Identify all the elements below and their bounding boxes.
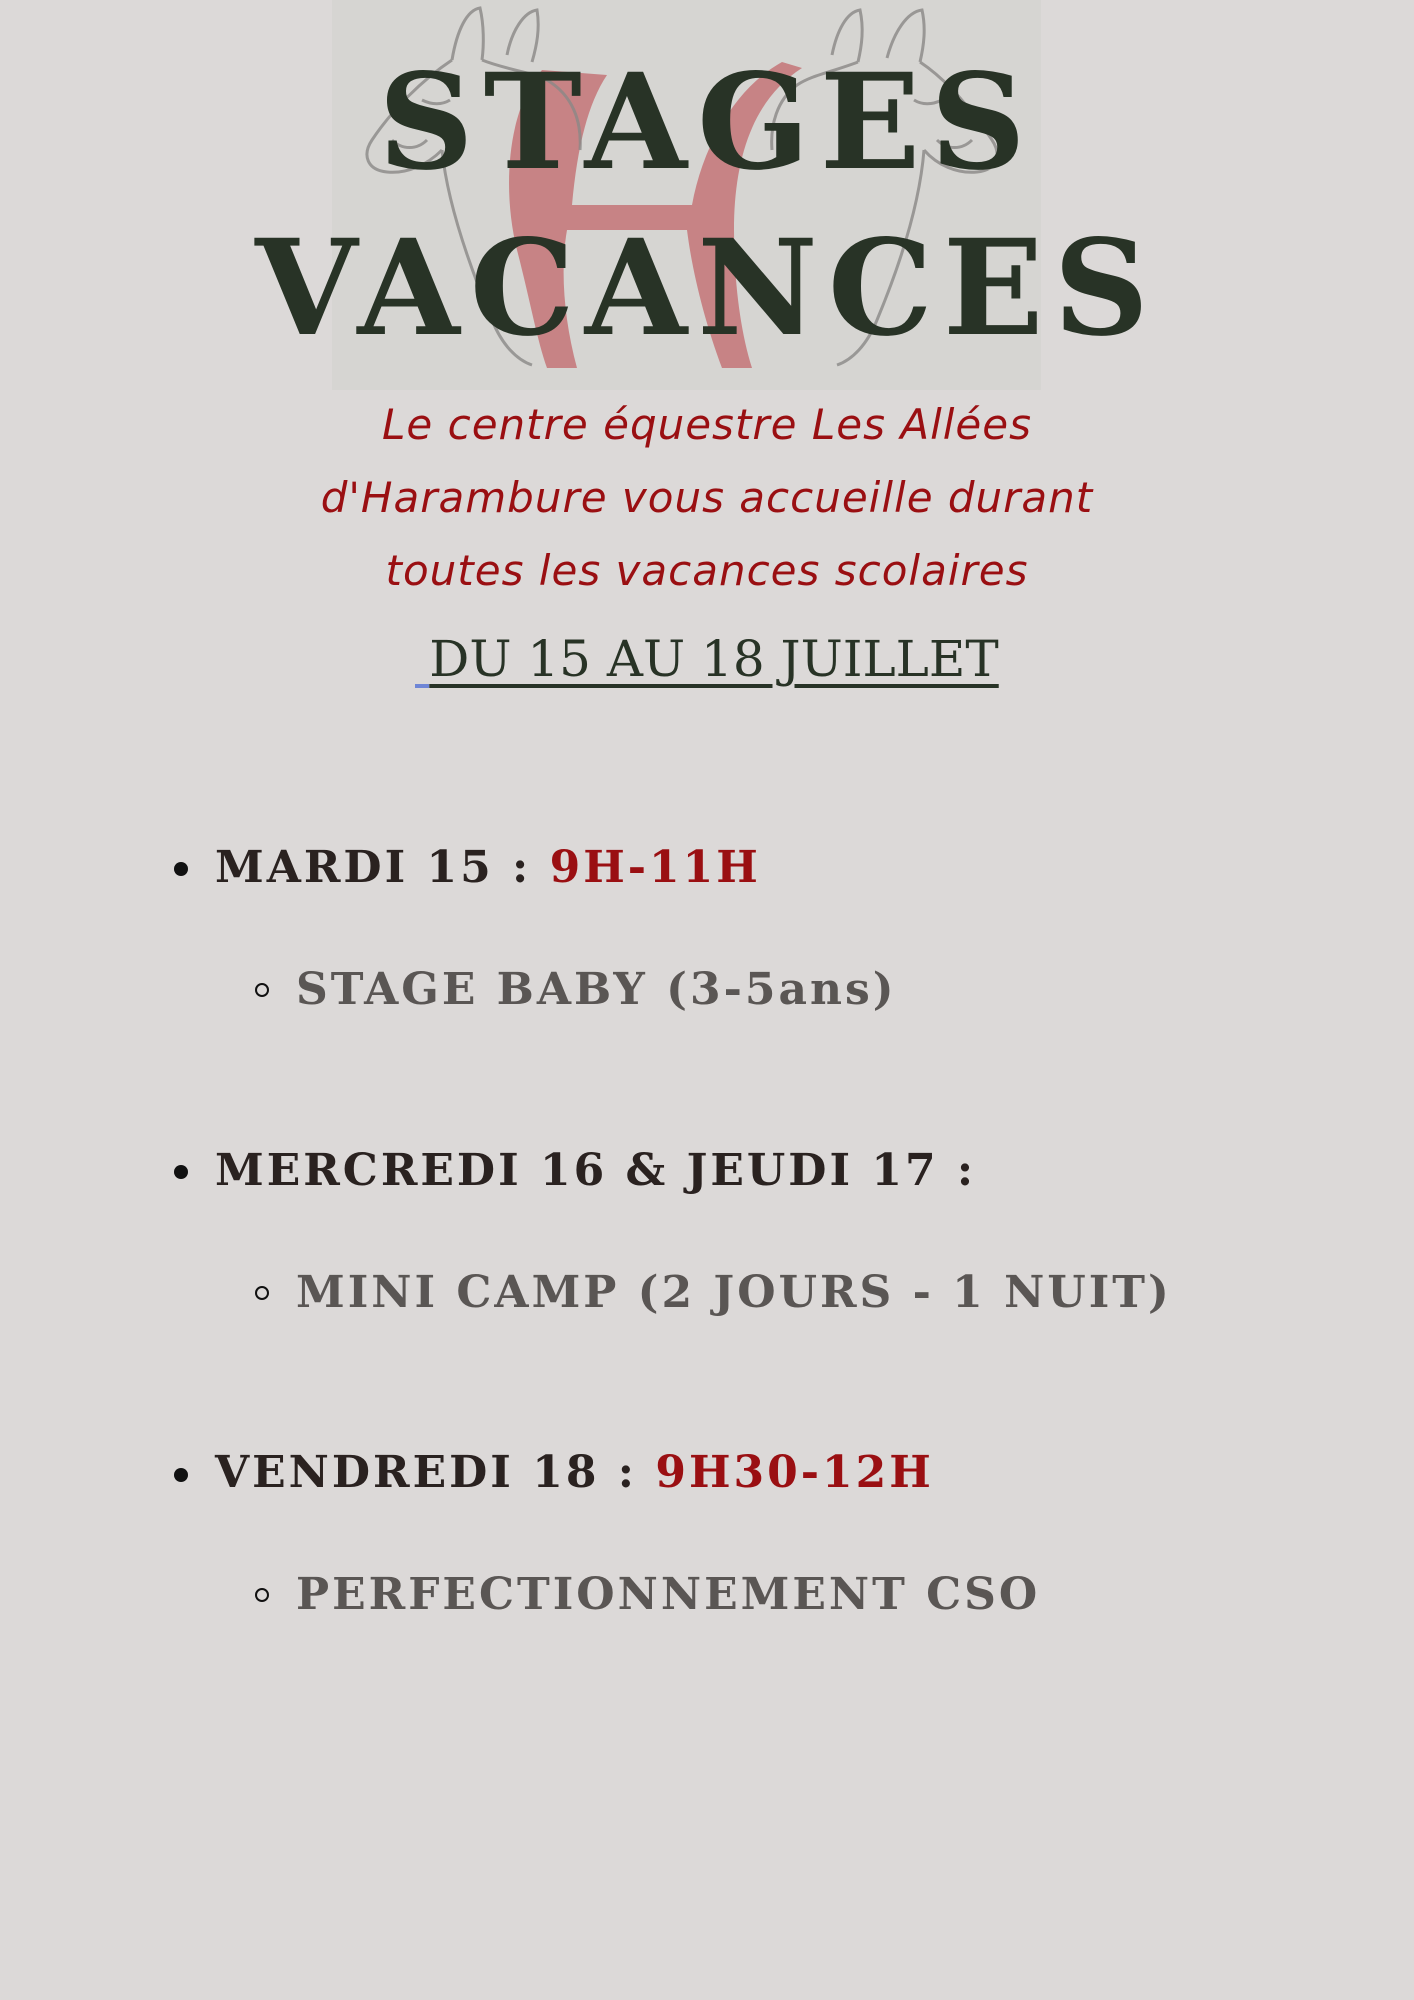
schedule-day-2	[215, 1141, 976, 1201]
bullet-icon	[174, 1165, 188, 1179]
date-range-label: DU 15 AU 18 JUILLET	[429, 630, 999, 688]
subtitle	[307, 388, 1107, 607]
schedule-day-1	[215, 838, 761, 898]
schedule-item-2: MINI CAMP (2 JOURS - 1 NUIT)	[296, 1267, 1172, 1318]
sub-bullet-icon	[255, 983, 269, 997]
schedule-day-1-time: 9H-11H	[549, 842, 761, 893]
sub-bullet-icon	[255, 1588, 269, 1602]
bullet-icon	[174, 1468, 188, 1482]
schedule-day-1-label: MARDI 15 :	[215, 842, 550, 893]
bullet-icon	[174, 862, 188, 876]
schedule-item-3: PERFECTIONNEMENT CSO	[296, 1569, 1041, 1620]
subtitle-line-3: toutes les vacances scolaires	[385, 546, 1029, 595]
schedule-day-2-label: MERCREDI 16 & JEUDI 17 :	[215, 1145, 977, 1196]
date-range	[0, 624, 1414, 694]
title-line-2: VACANCES	[255, 211, 1159, 366]
subtitle-line-2: d'Harambure vous accueille durant	[320, 473, 1094, 522]
schedule-item-1: STAGE BABY (3-5ans)	[296, 964, 897, 1015]
title-line-1: STAGES	[378, 45, 1036, 200]
sub-bullet-icon	[255, 1286, 269, 1300]
schedule-day-3-time: 9H30-12H	[655, 1447, 934, 1498]
schedule-day-3-label: VENDREDI 18 :	[215, 1447, 656, 1498]
subtitle-line-1: Le centre équestre Les Allées	[382, 400, 1032, 449]
schedule-day-3	[215, 1443, 934, 1503]
cursor-marker	[415, 684, 429, 688]
